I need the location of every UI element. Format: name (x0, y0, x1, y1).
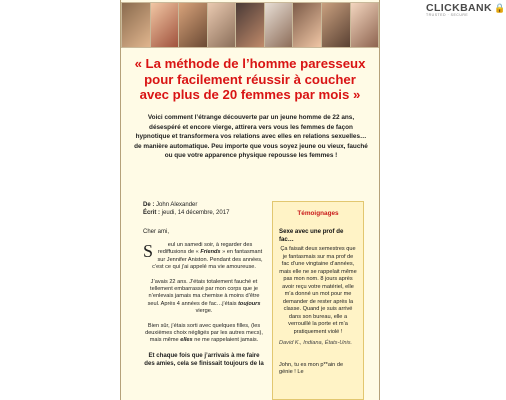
letter-paragraph: Bien sûr, j’étais sorti avec quelques filles, (les deuxièmes choix négligés par les autres mecs), mais même elles ne me rappelaient jamais. (145, 322, 263, 344)
intro-paragraph: Voici comment l’étrange découverte par un jeune homme de 22 ans, désespéré et encore vierge, attirera vers vous les femmes de façon hypnotique et transformera vos relations avec elles en relations sexuelles… de manière automatique. Peu importe que vous soyez jeune ou vieux, fauché ou que votre apparence physique repousse les femmes ! (134, 114, 368, 160)
banner-photo (208, 3, 236, 47)
letter-paragraph: Et chaque fois que j’arrivais à me faire des amies, cela se finissait toujours de la (144, 351, 264, 367)
greeting: Cher ami, (143, 229, 170, 235)
testimonial-headline: Sexe avec une prof de fac… (279, 228, 344, 243)
banner-photo (151, 3, 179, 47)
elles-emphasis: elles (180, 337, 193, 344)
sales-letter-body (143, 242, 265, 375)
banner-photo (351, 3, 379, 47)
lock-icon: 🔒 (494, 3, 506, 13)
banner-photo (322, 3, 350, 47)
testimonials-sidebar (272, 201, 364, 400)
date-value: jeudi, 14 décembre, 2017 (161, 210, 230, 216)
letter-meta (143, 201, 229, 217)
letter-paragraph: S eul un samedi soir, à regarder des rediffusions de « Friends » en fantasmant sur Jennifer Aniston. Pendant des années, c’est ce qui j’ai appelé ma vie amoureuse. (143, 241, 263, 271)
banner-photo (265, 3, 293, 47)
clickbank-logo-text: CLICKBANK (426, 2, 493, 14)
from-value: John Alexander (156, 202, 198, 208)
banner-photo (179, 3, 207, 47)
drop-cap: S (143, 241, 154, 261)
letter-paragraph: J’avais 22 ans. J’étais totalement fauché et tellement embarrassé par mon corps que je n’enlevais jamais ma chemise à moins d’être seul. Après 4 années de fac…j’étais toujours vierge. (147, 278, 261, 315)
header-banner (121, 2, 379, 48)
friends-emphasis: Friends (200, 249, 221, 256)
testimonial-body: John, tu es mon p**ain de génie ! Le (279, 361, 344, 376)
testimonial-author: David K., Indiana, États-Unis. (279, 340, 353, 347)
banner-photo (293, 3, 321, 47)
clickbank-tagline: TRUSTED · SECURE (426, 13, 469, 17)
clickbank-badge[interactable] (426, 2, 506, 22)
testimonials-title: Témoignages (297, 210, 339, 217)
toujours-emphasis: toujours (238, 300, 261, 307)
date-label: Écrit : (143, 210, 161, 216)
from-label: De : (143, 202, 155, 208)
testimonial-body: Ça faisait deux semestres que je fantasmais sur ma prof de fac d’une vingtaine d’années, mais elle ne se rappelait même pas mon nom. 8 jours après avoir reçu votre matériel, elle m’a donné un mot pour me demander de rester après la classe. Quand je suis arrivé dans son bureau, elle a verrouillé la porte et m’a pratiquement violé ! (279, 246, 357, 335)
page-headline: « La méthode de l’homme paresseux pour facilement réussir à coucher avec plus de 20 femmes par mois » (134, 56, 366, 103)
banner-photo (236, 3, 264, 47)
banner-photo (122, 3, 150, 47)
